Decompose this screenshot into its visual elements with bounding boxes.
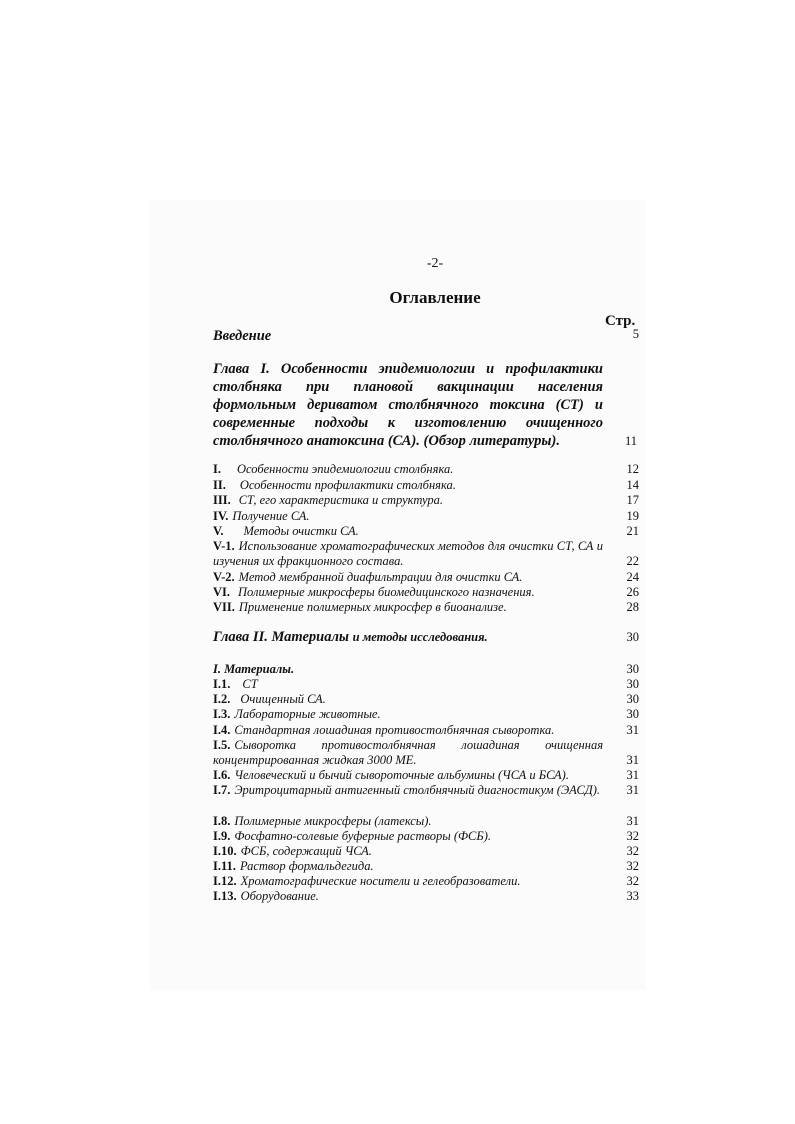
toc-item-label: V. bbox=[213, 524, 224, 538]
toc-item-page: 12 bbox=[626, 462, 639, 476]
toc-item-page: 32 bbox=[626, 874, 639, 888]
toc-item-text: Использование хроматографических методов для очистки СТ, СА и изучения их фракционного состава. bbox=[213, 539, 603, 568]
toc-item-page: 31 bbox=[626, 768, 639, 782]
toc-item[interactable] bbox=[213, 462, 653, 477]
toc-item-page: 31 bbox=[626, 753, 639, 767]
toc-item[interactable] bbox=[213, 524, 653, 539]
toc-item-label: I.8. bbox=[213, 814, 231, 828]
toc-item-label: VI. bbox=[213, 585, 231, 599]
toc-item-text: Раствор формальдегида. bbox=[239, 859, 374, 873]
toc-item-text: Лабораторные животные. bbox=[234, 707, 381, 721]
toc-item[interactable] bbox=[213, 600, 653, 615]
toc-item[interactable] bbox=[213, 768, 653, 783]
toc-item-label: I.11. bbox=[213, 859, 236, 873]
toc-item-text: Сыворотка противостолбнячная лошадиная очищенная концентрированная жидкая 3000 МЕ. bbox=[213, 738, 603, 767]
toc-item-label: I.12. bbox=[213, 874, 237, 888]
toc-item[interactable] bbox=[213, 478, 653, 493]
toc-item-text: Полимерные микросферы (латексы). bbox=[234, 814, 432, 828]
toc-item[interactable] bbox=[213, 677, 653, 692]
toc-item-page: 32 bbox=[626, 829, 639, 843]
toc-item-text: СТ, его характеристика и структура. bbox=[238, 493, 444, 507]
toc-item[interactable] bbox=[213, 493, 653, 508]
chapter-2-title[interactable] bbox=[213, 630, 653, 645]
toc-item-text: Фосфатно-солевые буферные растворы (ФСБ). bbox=[234, 829, 492, 843]
toc-item-label: I.5. bbox=[213, 738, 231, 752]
toc-item-page: 21 bbox=[626, 524, 639, 538]
toc-item[interactable] bbox=[213, 509, 653, 524]
toc-item[interactable] bbox=[213, 814, 653, 829]
toc-item-text: Особенности эпидемиологии столбняка. bbox=[237, 462, 454, 476]
toc-item-text: Эритроцитарный антигенный столбнячный диагностикум (ЭАСД). bbox=[234, 783, 601, 797]
toc-item[interactable] bbox=[213, 889, 653, 904]
toc-item-text: СТ bbox=[242, 677, 258, 691]
toc-item[interactable] bbox=[213, 859, 653, 874]
toc-item-label: II. bbox=[213, 478, 226, 492]
toc-item-page: 17 bbox=[626, 493, 639, 507]
toc-item-text: Применение полимерных микросфер в биоанализе. bbox=[238, 600, 507, 614]
toc-item-page: 24 bbox=[626, 570, 639, 584]
toc-item-page: 30 bbox=[626, 677, 639, 691]
toc-item[interactable] bbox=[213, 738, 653, 768]
toc-item-text: Полимерные микросферы биомедицинского назначения. bbox=[238, 585, 535, 599]
toc-item[interactable] bbox=[213, 707, 653, 722]
toc-item-page: 31 bbox=[626, 783, 639, 797]
toc-item[interactable] bbox=[213, 874, 653, 889]
toc-item[interactable] bbox=[213, 783, 653, 798]
section-title: I. Материалы. bbox=[213, 662, 295, 676]
toc-item-page: 32 bbox=[626, 844, 639, 858]
toc-item-label: I.10. bbox=[213, 844, 237, 858]
toc-item-page: 26 bbox=[626, 585, 639, 599]
toc-item-text: ФСБ, содержащий ЧСА. bbox=[240, 844, 372, 858]
toc-item[interactable] bbox=[213, 570, 653, 585]
toc-item-label: I.4. bbox=[213, 723, 231, 737]
toc-item-text: Человеческий и бычий сывороточные альбумины (ЧСА и БСА). bbox=[234, 768, 569, 782]
toc-intro-label: Введение bbox=[213, 328, 272, 344]
toc-item-label: I.9. bbox=[213, 829, 231, 843]
toc-item-label: V-1. bbox=[213, 539, 235, 553]
toc-item-text: Методы очистки СА. bbox=[243, 524, 359, 538]
chapter-2-title-main: Глава II. Материалы bbox=[213, 629, 349, 645]
toc-item-text: Оборудование. bbox=[240, 889, 319, 903]
toc-item-text: Получение СА. bbox=[232, 509, 310, 523]
chapter-1-page: 11 bbox=[625, 434, 638, 448]
chapter-2-page: 30 bbox=[626, 630, 639, 644]
toc-section[interactable] bbox=[213, 662, 653, 677]
toc-item-page: 30 bbox=[626, 692, 639, 706]
toc-item-label: IV. bbox=[213, 509, 229, 523]
toc-item-page: 19 bbox=[626, 509, 639, 523]
chapter-1-title[interactable]: Глава I. Особенности эпидемиологии и профилактики столбняка при плановой вакцинации населения формольным дериватом столбнячного токсина (СТ) и современные подходы к изготовлению очищенного столбнячного анатоксина (СА). (Обзор литературы). bbox=[213, 361, 603, 449]
toc-item-text: Метод мембранной диафильтрации для очистки СА. bbox=[238, 570, 523, 584]
toc-item-label: I. bbox=[213, 462, 221, 476]
toc-item-label: I.6. bbox=[213, 768, 231, 782]
toc-item[interactable] bbox=[213, 585, 653, 600]
page-column-header: Стр. bbox=[605, 313, 636, 329]
toc-item-label: I.13. bbox=[213, 889, 237, 903]
toc-item-page: 31 bbox=[626, 723, 639, 737]
toc-item-label: V-2. bbox=[213, 570, 235, 584]
page-number: -2- bbox=[426, 256, 444, 271]
toc-item-label: I.2. bbox=[213, 692, 231, 706]
page-title: Оглавление bbox=[389, 288, 481, 307]
toc-intro-page: 5 bbox=[632, 327, 639, 341]
toc-item-text: Хроматографические носители и гелеобразователи. bbox=[240, 874, 521, 888]
toc-item[interactable] bbox=[213, 692, 653, 707]
toc-item-page: 31 bbox=[626, 814, 639, 828]
toc-item-text: Особенности профилактики столбняка. bbox=[239, 478, 456, 492]
toc-item-label: VII. bbox=[213, 600, 235, 614]
section-page: 30 bbox=[626, 662, 639, 676]
toc-item-label: I.1. bbox=[213, 677, 231, 691]
toc-item-page: 22 bbox=[626, 554, 639, 568]
toc-item[interactable] bbox=[213, 829, 653, 844]
toc-item-text: Очищенный СА. bbox=[240, 692, 326, 706]
toc-intro[interactable] bbox=[213, 329, 653, 344]
toc-item[interactable] bbox=[213, 539, 653, 569]
toc-item-page: 14 bbox=[626, 478, 639, 492]
toc-item-page: 28 bbox=[626, 600, 639, 614]
toc-item[interactable] bbox=[213, 844, 653, 859]
toc-item-page: 32 bbox=[626, 859, 639, 873]
toc-item-page: 30 bbox=[626, 707, 639, 721]
toc-item-label: I.3. bbox=[213, 707, 231, 721]
toc-item-page: 33 bbox=[626, 889, 639, 903]
toc-item-label: III. bbox=[213, 493, 231, 507]
toc-item[interactable] bbox=[213, 723, 653, 738]
toc-item-text: Стандартная лошадиная противостолбнячная сыворотка. bbox=[234, 723, 555, 737]
toc-item-label: I.7. bbox=[213, 783, 231, 797]
chapter-2-title-sub: и методы исследования. bbox=[352, 630, 488, 644]
